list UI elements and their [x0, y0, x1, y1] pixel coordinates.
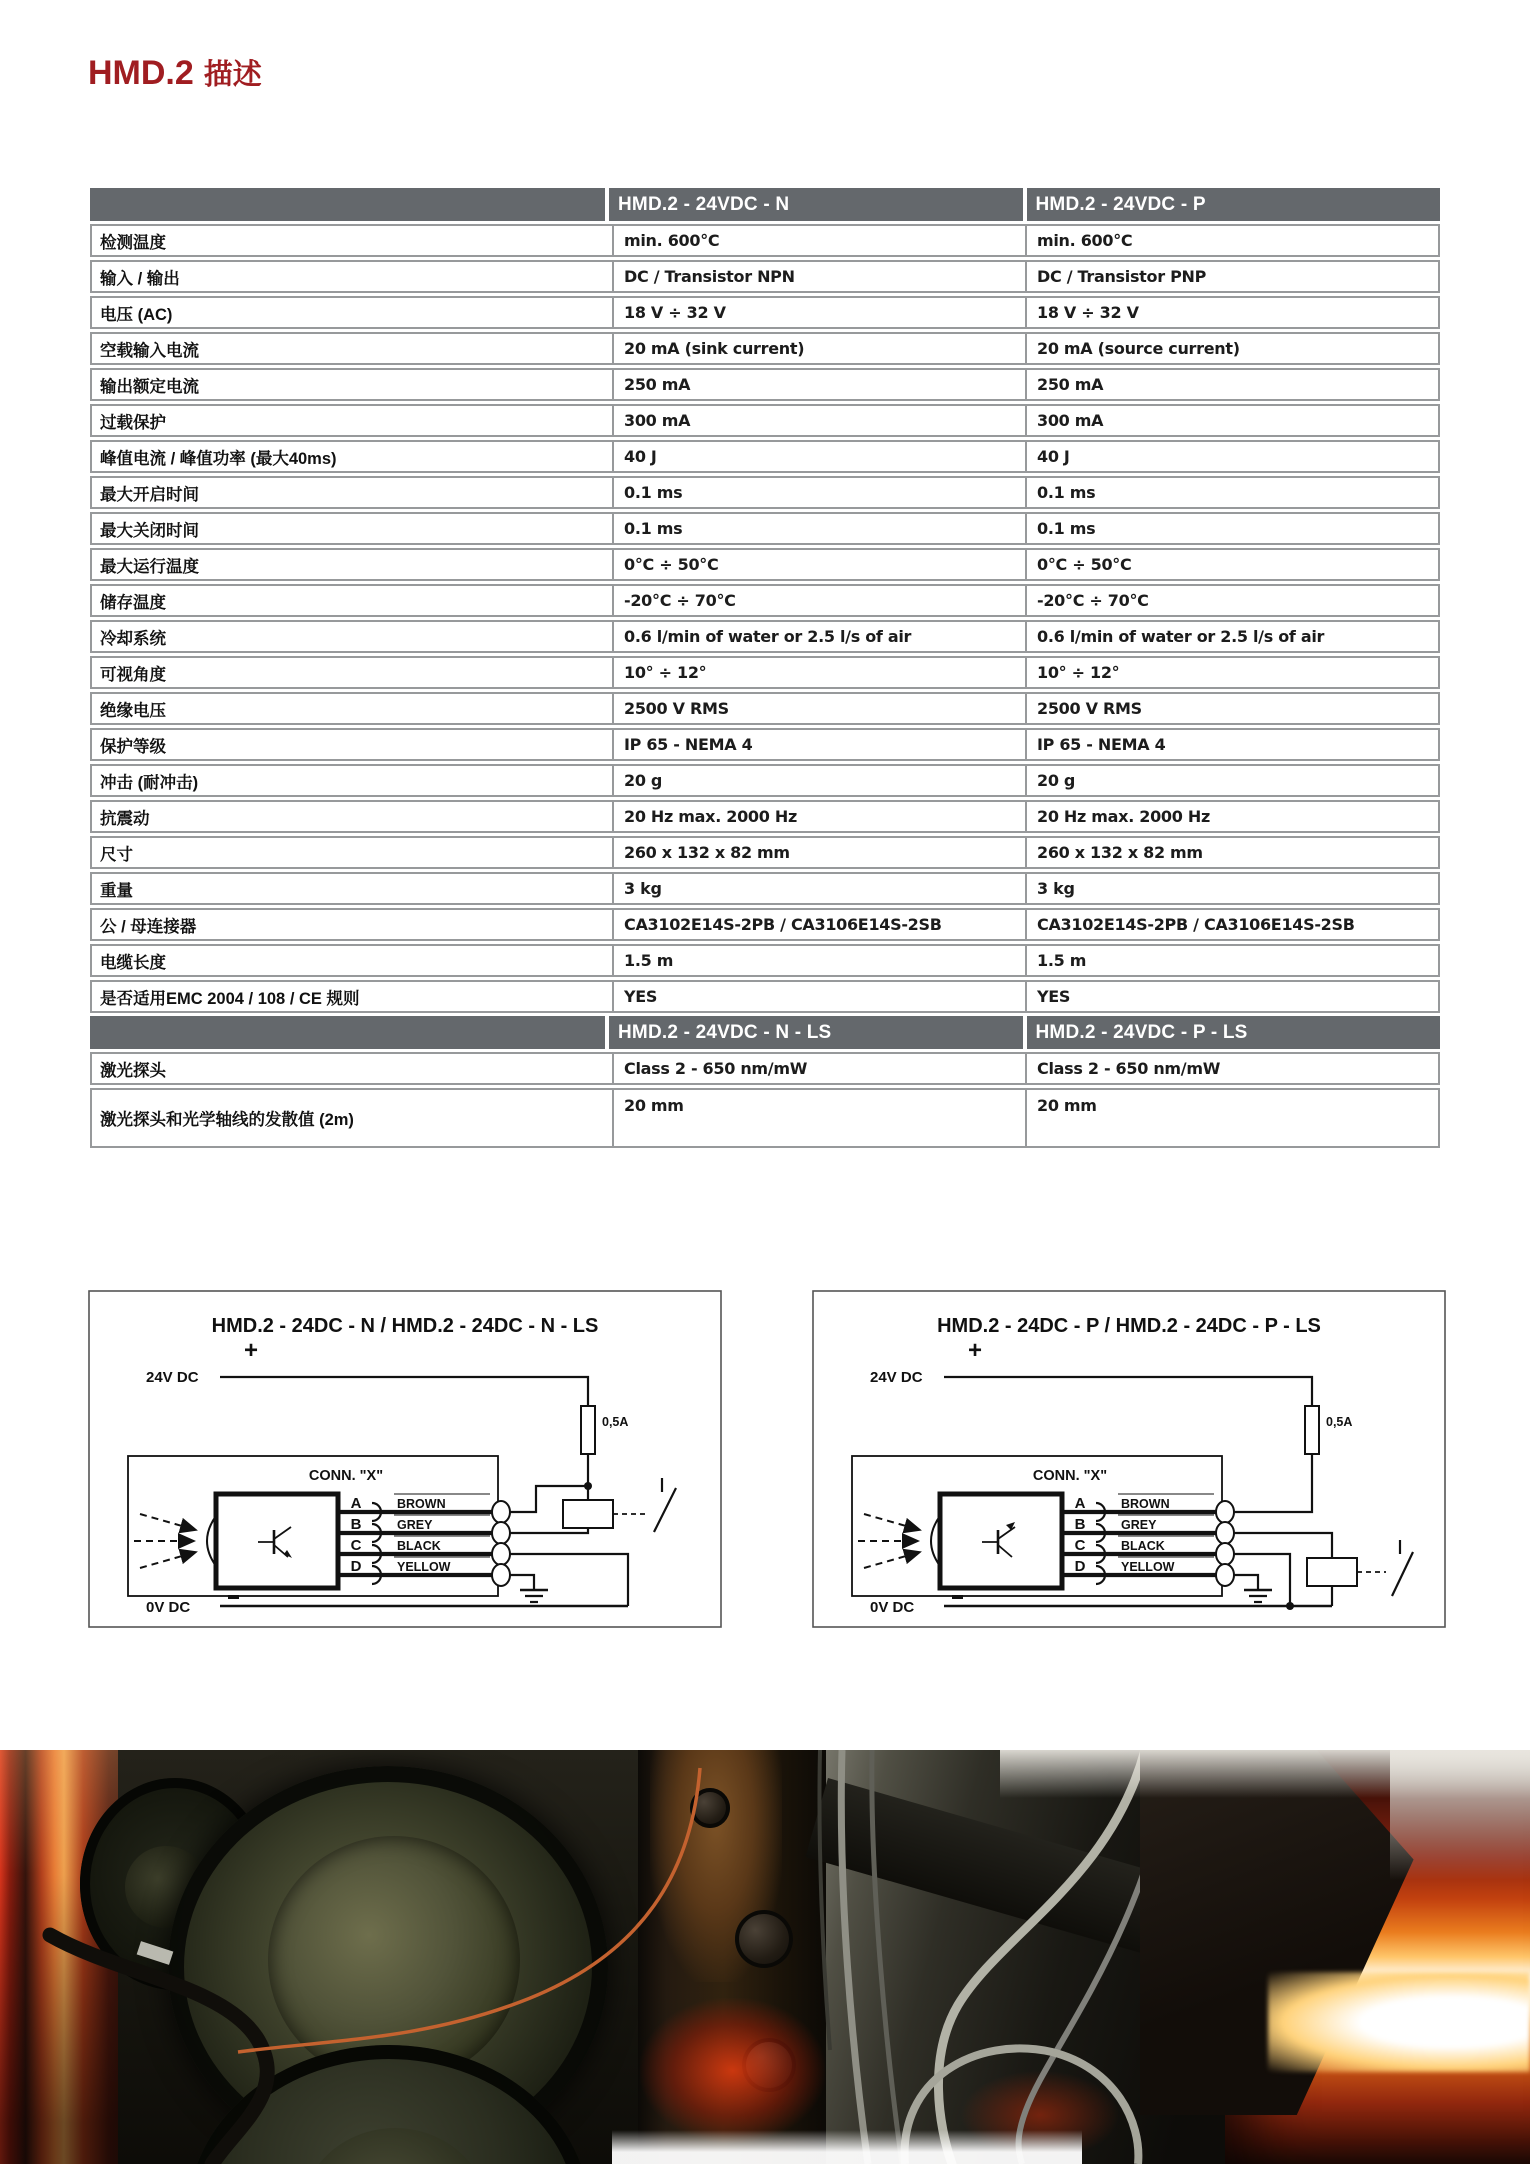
row-label: 是否适用EMC 2004 / 108 / CE 规则 — [100, 989, 360, 1008]
table-row — [90, 656, 1440, 689]
zero-volt-label: 0V DC — [870, 1599, 915, 1616]
column-header-p: HMD.2 - 24VDC - P — [1023, 188, 1441, 221]
spec-table — [90, 188, 1440, 1151]
table-row — [90, 512, 1440, 545]
wire-color-label: GREY — [1121, 1518, 1157, 1532]
row-value-n: 0.1 ms — [612, 478, 1025, 507]
column-header-p-ls: HMD.2 - 24VDC - P - LS — [1023, 1016, 1441, 1049]
row-label: 保护等级 — [100, 737, 166, 756]
table-row — [90, 296, 1440, 329]
row-value-n: 20 Hz max. 2000 Hz — [612, 802, 1025, 831]
minus-symbol — [228, 1595, 239, 1599]
row-label: 输入 / 输出 — [100, 269, 180, 288]
row-label: 重量 — [100, 881, 133, 900]
table-row — [90, 764, 1440, 797]
row-label: 空载输入电流 — [100, 341, 199, 360]
relay-coil — [1307, 1558, 1357, 1586]
table-row — [90, 872, 1440, 905]
row-value-p: 2500 V RMS — [1025, 694, 1438, 723]
row-value-n: 0.6 l/min of water or 2.5 l/s of air — [612, 622, 1025, 651]
row-value-p: 1.5 m — [1025, 946, 1438, 975]
row-value-n: min. 600°C — [612, 226, 1025, 255]
wire-color-label: BROWN — [397, 1497, 446, 1511]
row-label: 最大开启时间 — [100, 485, 199, 504]
table-header-row — [90, 188, 1440, 221]
row-value-p: 18 V ÷ 32 V — [1025, 298, 1438, 327]
row-value-n: 0°C ÷ 50°C — [612, 550, 1025, 579]
row-value-n: Class 2 - 650 nm/mW — [612, 1054, 1025, 1083]
spec-table-ls-body — [90, 1052, 1440, 1148]
table-row — [90, 944, 1440, 977]
relay-coil — [563, 1500, 613, 1528]
row-value-p: 10° ÷ 12° — [1025, 658, 1438, 687]
table-row — [90, 980, 1440, 1013]
table-row — [90, 584, 1440, 617]
column-header-n-ls: HMD.2 - 24VDC - N - LS — [605, 1016, 1023, 1049]
row-value-p: 0°C ÷ 50°C — [1025, 550, 1438, 579]
table-row — [90, 368, 1440, 401]
supply-label: 24V DC — [146, 1369, 199, 1386]
row-value-p: 0.1 ms — [1025, 514, 1438, 543]
row-value-n: 0.1 ms — [612, 514, 1025, 543]
row-value-p: -20°C ÷ 70°C — [1025, 586, 1438, 615]
row-label: 输出额定电流 — [100, 377, 199, 396]
row-value-p: YES — [1025, 982, 1438, 1011]
row-value-n: 300 mA — [612, 406, 1025, 435]
row-label: 激光探头和光学轴线的发散值 (2m) — [100, 1111, 354, 1129]
row-value-p: DC / Transistor PNP — [1025, 262, 1438, 291]
row-label: 抗震动 — [100, 809, 150, 828]
pin-letter: C — [350, 1537, 362, 1554]
row-value-n: -20°C ÷ 70°C — [612, 586, 1025, 615]
row-value-n: 1.5 m — [612, 946, 1025, 975]
wire-color-label: BLACK — [397, 1539, 441, 1553]
table-row — [90, 800, 1440, 833]
photo-glow — [612, 2130, 1082, 2164]
table-row — [90, 728, 1440, 761]
row-value-p: 3 kg — [1025, 874, 1438, 903]
row-value-p: 300 mA — [1025, 406, 1438, 435]
row-value-n: 20 g — [612, 766, 1025, 795]
table-row — [90, 908, 1440, 941]
row-value-p: 250 mA — [1025, 370, 1438, 399]
row-label: 最大关闭时间 — [100, 521, 199, 540]
pin-letter: D — [1074, 1558, 1086, 1575]
fuse-symbol — [581, 1406, 595, 1454]
spec-table-body — [90, 224, 1440, 1013]
row-value-p: 0.6 l/min of water or 2.5 l/s of air — [1025, 622, 1438, 651]
page-title-model: HMD.2 — [88, 54, 194, 92]
table-row — [90, 836, 1440, 869]
row-value-n: CA3102E14S-2PB / CA3106E14S-2SB — [612, 910, 1025, 939]
pin-letter: B — [1074, 1516, 1086, 1533]
row-label: 过载保护 — [100, 413, 166, 432]
row-value-n: 40 J — [612, 442, 1025, 471]
photo-hot-rolling-mill — [0, 1750, 1530, 2164]
table-row — [90, 1088, 1440, 1148]
row-value-n: 10° ÷ 12° — [612, 658, 1025, 687]
row-value-p: 260 x 132 x 82 mm — [1025, 838, 1438, 867]
row-label: 公 / 母连接器 — [100, 917, 197, 936]
row-value-n: DC / Transistor NPN — [612, 262, 1025, 291]
supply-label: 24V DC — [870, 1369, 923, 1386]
row-value-n: 20 mA (sink current) — [612, 334, 1025, 363]
table-header-row-ls — [90, 1016, 1440, 1049]
row-value-p: IP 65 - NEMA 4 — [1025, 730, 1438, 759]
table-row — [90, 476, 1440, 509]
row-value-p: min. 600°C — [1025, 226, 1438, 255]
pin-letter: A — [350, 1495, 362, 1512]
minus-symbol — [952, 1595, 963, 1599]
sensor-box — [940, 1494, 1062, 1588]
connector-label: CONN. "X" — [1032, 1468, 1108, 1484]
row-value-p: Class 2 - 650 nm/mW — [1025, 1054, 1438, 1083]
row-value-n: 2500 V RMS — [612, 694, 1025, 723]
row-label: 储存温度 — [100, 593, 166, 612]
row-value-n: 250 mA — [612, 370, 1025, 399]
photo-glow — [1268, 1972, 1530, 2072]
row-value-p: 20 g — [1025, 766, 1438, 795]
row-label: 冲击 (耐冲击) — [100, 773, 199, 792]
table-row — [90, 548, 1440, 581]
connector-label: CONN. "X" — [308, 1468, 384, 1484]
row-value-p: 20 mA (source current) — [1025, 334, 1438, 363]
table-row — [90, 224, 1440, 257]
row-label: 检测温度 — [100, 233, 166, 252]
row-label: 电缆长度 — [100, 953, 166, 972]
row-label: 绝缘电压 — [100, 701, 166, 720]
row-value-n: 20 mm — [612, 1090, 1025, 1146]
row-value-n: 18 V ÷ 32 V — [612, 298, 1025, 327]
row-label: 激光探头 — [100, 1061, 166, 1080]
fuse-label: 0,5A — [1326, 1415, 1353, 1429]
row-value-p: 20 Hz max. 2000 Hz — [1025, 802, 1438, 831]
page-title-suffix: 描述 — [203, 59, 262, 91]
zero-volt-label: 0V DC — [146, 1599, 191, 1616]
row-label: 电压 (AC) — [100, 305, 173, 324]
row-value-p: 40 J — [1025, 442, 1438, 471]
pin-letter: D — [350, 1558, 362, 1575]
table-row — [90, 404, 1440, 437]
wire-color-label: GREY — [397, 1518, 433, 1532]
sensor-box — [216, 1494, 338, 1588]
row-value-p: CA3102E14S-2PB / CA3106E14S-2SB — [1025, 910, 1438, 939]
row-value-n: 3 kg — [612, 874, 1025, 903]
row-value-n: 260 x 132 x 82 mm — [612, 838, 1025, 867]
column-header-n: HMD.2 - 24VDC - N — [605, 188, 1023, 221]
wiring-diagram-pnp — [812, 1290, 1446, 1628]
fuse-symbol — [1305, 1406, 1319, 1454]
wire-color-label: BROWN — [1121, 1497, 1170, 1511]
row-label: 最大运行温度 — [100, 557, 199, 576]
table-row — [90, 260, 1440, 293]
pin-letter: A — [1074, 1495, 1086, 1512]
header-spacer — [90, 188, 605, 221]
row-value-p: 0.1 ms — [1025, 478, 1438, 507]
row-label: 峰值电流 / 峰值功率 (最大40ms) — [100, 449, 337, 468]
table-row — [90, 1052, 1440, 1085]
row-value-p: 20 mm — [1025, 1090, 1438, 1146]
plus-symbol: + — [243, 1337, 259, 1364]
row-label: 尺寸 — [100, 845, 133, 864]
plus-symbol: + — [967, 1337, 983, 1364]
page-title — [88, 52, 262, 93]
wire-color-label: YELLOW — [397, 1560, 451, 1574]
table-row — [90, 692, 1440, 725]
wire-color-label: BLACK — [1121, 1539, 1165, 1553]
fuse-label: 0,5A — [602, 1415, 629, 1429]
header-spacer — [90, 1016, 605, 1049]
table-row — [90, 332, 1440, 365]
photo-layer — [1390, 1750, 1530, 1880]
row-label: 可视角度 — [100, 665, 166, 684]
row-label: 冷却系统 — [100, 629, 166, 648]
pin-letter: C — [1074, 1537, 1086, 1554]
row-value-n: YES — [612, 982, 1025, 1011]
diagram-title: HMD.2 - 24DC - N / HMD.2 - 24DC - N - LS — [211, 1315, 599, 1337]
wiring-diagram-npn — [88, 1290, 722, 1628]
table-row — [90, 440, 1440, 473]
pin-letter: B — [350, 1516, 362, 1533]
diagram-title: HMD.2 - 24DC - P / HMD.2 - 24DC - P - LS — [937, 1315, 1321, 1337]
wire-color-label: YELLOW — [1121, 1560, 1175, 1574]
table-row — [90, 620, 1440, 653]
row-value-n: IP 65 - NEMA 4 — [612, 730, 1025, 759]
